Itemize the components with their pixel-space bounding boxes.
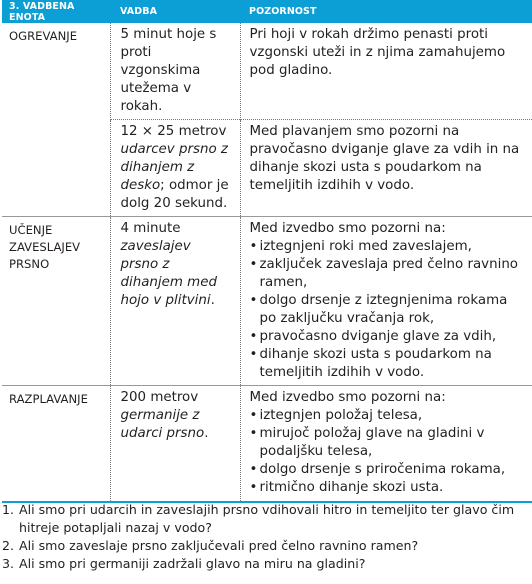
list-item: • dolgo drsenje s priročenima rokama, [250,461,526,479]
question-number: 2. [2,538,15,553]
question-item [2,501,532,537]
exercise-text: . [210,293,215,308]
activity-cell: UČENJE ZAVESLAJEV PRSNO [2,217,110,386]
list-item: • dolgo drsenje z iztegnjenima rokama po zaključku vračanja rok, [250,292,526,328]
exercise-text: 4 minute [120,221,181,236]
header-exercise: VADBA [110,0,240,23]
exercise-text: ; odmor je dolg 20 sekund. [120,178,229,211]
exercise-text: 12 × 25 metrov [120,124,227,139]
attention-cell: Pri hoji v rokah držimo penasti proti vzgonski uteži in z njima zamahujemo pod gladino. [249,27,506,78]
exercise-cell [110,386,240,503]
table-header-row [2,0,532,23]
table-row [2,386,532,503]
attention-list [250,407,526,497]
list-item: • dihanje skozi usta s poudarkom na temeljitih izdihih v vodo. [250,346,526,382]
list-item: • pravočasno dviganje glave za vdih, [250,328,526,346]
question-text: Ali smo zaveslaje prsno zaključevali pred čelno ravnino ramen? [19,538,419,553]
header-attention: POZORNOST [240,0,532,23]
attention-intro: Med izvedbo smo pozorni na: [249,390,446,405]
list-item: • zaključek zaveslaja pred čelno ravnino ramen, [250,256,526,292]
question-item [2,555,532,573]
exercise-italic-text: germanije z udarci prsno [120,408,205,441]
exercise-text: 200 metrov [120,390,199,405]
header-unit: 3. VADBENA ENOTA [2,0,110,23]
list-item: • mirujoč položaj glave na gladini v podaljšku telesa, [250,425,526,461]
attention-intro: Med izvedbo smo pozorni na: [249,221,446,236]
exercise-text: . [204,426,209,441]
attention-list [250,238,526,382]
list-item: • iztegnjen položaj telesa, [250,407,526,425]
attention-cell [240,217,532,386]
training-unit-table [2,0,532,503]
question-item [2,537,532,555]
question-text: Ali smo pri germaniji zadržali glavo na miru na gladini? [19,556,366,571]
activity-cell: RAZPLAVANJE [2,386,110,503]
question-number: 1. [2,502,15,517]
review-questions [2,501,532,573]
attention-cell [240,386,532,503]
exercise-italic-text: zaveslajev prsno z dihanjem med hojo v plitvini [120,239,217,308]
table-row [2,217,532,386]
table-row [2,23,532,120]
question-number: 3. [2,556,15,571]
list-item: • ritmično dihanje skozi usta. [250,479,526,497]
question-text: Ali smo pri udarcih in zaveslajih prsno vdihovali hitro in temeljito ter glavo čim hitreje potapljali nazaj v vodo? [19,502,515,535]
exercise-cell: 5 minut hoje s proti vzgonskima utežema v rokah. [110,23,240,120]
exercise-cell [110,217,240,386]
list-item: • iztegnjeni roki med zaveslajem, [250,238,526,256]
exercise-cell [110,120,240,217]
attention-cell: Med plavanjem smo pozorni na pravočasno dviganje glave za vdih in na dihanje skozi usta s poudarkom na temeljitih izdihih v vodo. [240,120,532,217]
exercise-italic-text: udarcev prsno z dihanjem z desko [120,142,228,193]
activity-cell: OGREVANJE [9,29,78,43]
